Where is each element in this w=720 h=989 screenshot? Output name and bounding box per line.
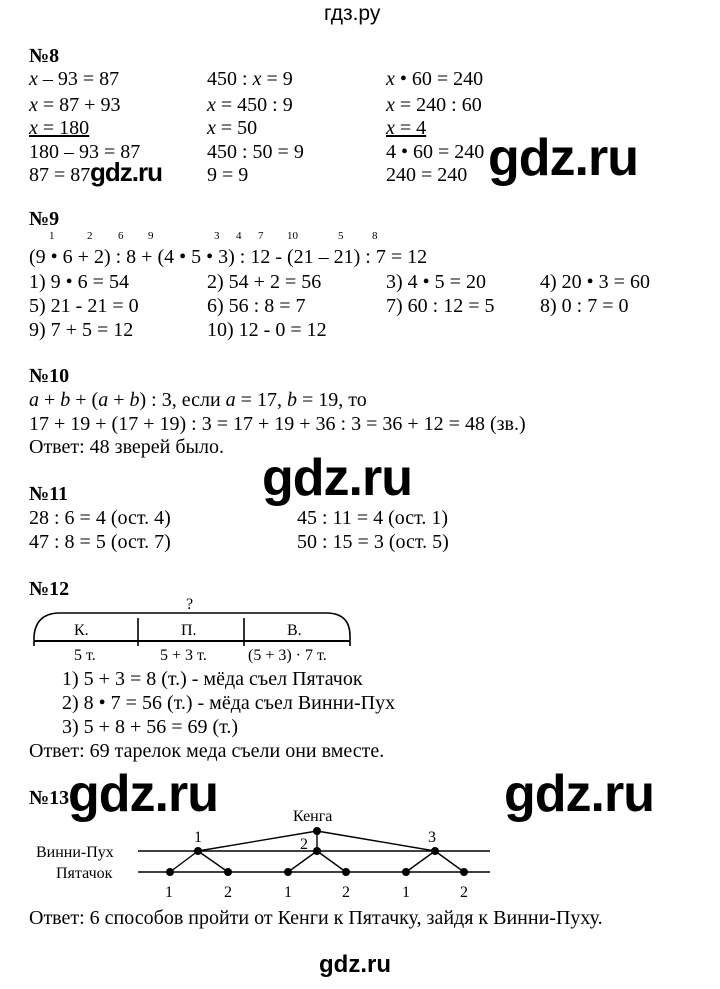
watermark: gdz.ru <box>262 449 412 507</box>
task13-node-label: 1 <box>194 829 202 846</box>
task13-bottom-label: 2 <box>224 884 232 901</box>
order-number: 9 <box>148 230 154 242</box>
task8-col3-line: x = 240 : 60 <box>386 94 482 116</box>
task10-title: №10 <box>29 365 70 387</box>
task11-item: 45 : 11 = 4 (ост. 1) <box>297 507 449 529</box>
watermark: gdz.ru <box>504 765 654 823</box>
task8-col3-line: 4 • 60 = 240 <box>386 141 485 163</box>
footer-site: gdz.ru <box>319 951 391 978</box>
watermark: gdz.ru <box>90 157 162 187</box>
task9-step: 9) 7 + 5 = 12 <box>29 319 134 341</box>
task8-col2-line: x = 450 : 9 <box>207 94 293 116</box>
task11-item: 50 : 15 = 3 (ост. 5) <box>297 531 449 553</box>
task12-value: 5 т. <box>74 647 96 664</box>
task13-bottom-label: 2 <box>460 884 468 901</box>
task8-col2-line: 9 = 9 <box>207 164 249 186</box>
order-number: 7 <box>258 230 264 242</box>
order-number: 5 <box>338 230 344 242</box>
order-number: 8 <box>372 230 378 242</box>
task9-step: 3) 4 • 5 = 20 <box>386 271 486 293</box>
task12-segment: В. <box>287 622 302 639</box>
task8-col1-line: x – 93 = 87 <box>29 68 120 90</box>
header-site: гдз.ру <box>324 2 381 25</box>
task13-top-label: Кенга <box>293 808 333 825</box>
task8-col1-line: x = 180 <box>29 117 90 139</box>
task8-title: №8 <box>29 45 60 67</box>
task13-answer: Ответ: 6 способов пройти от Кенги к Пятачку, зайдя к Винни-Пуху. <box>29 907 603 929</box>
watermark: gdz.ru <box>488 129 638 187</box>
task12-value: (5 + 3) · 7 т. <box>248 647 327 664</box>
task12-answer: Ответ: 69 тарелок меда съели они вместе. <box>29 740 385 762</box>
task10-line1: a + b + (a + b) : 3, если a = 17, b = 19, то <box>29 389 367 411</box>
order-number: 1 <box>49 230 55 242</box>
task8-col1-line: x = 87 + 93 <box>29 94 121 116</box>
task12-step: 2) 8 • 7 = 56 (т.) - мёда съел Винни-Пух <box>62 692 396 714</box>
task8-col1-line: 87 = 87 <box>29 164 91 186</box>
task8-col3-line: x = 4 <box>386 117 427 139</box>
task13-row2-label: Пятачок <box>56 865 113 882</box>
task10-line2: 17 + 19 + (17 + 19) : 3 = 17 + 19 + 36 : 3 = 36 + 12 = 48 (зв.) <box>29 413 526 435</box>
task9-expression: (9 • 6 + 2) : 8 + (4 • 5 • 3) : 12 - (21 – 21) : 7 = 12 <box>29 246 428 268</box>
task11-title: №11 <box>29 483 68 505</box>
task8-col2-line: 450 : 50 = 9 <box>207 141 304 163</box>
task12-value: 5 + 3 т. <box>160 647 207 664</box>
task12-segment: П. <box>181 622 197 639</box>
order-number: 10 <box>287 230 298 242</box>
task11-item: 47 : 8 = 5 (ост. 7) <box>29 531 171 553</box>
task9-step: 1) 9 • 6 = 54 <box>29 271 129 293</box>
task9-step: 8) 0 : 7 = 0 <box>540 295 629 317</box>
task11-item: 28 : 6 = 4 (ост. 4) <box>29 507 171 529</box>
task8-col2-line: 450 : x = 9 <box>207 68 293 90</box>
task12-title: №12 <box>29 578 70 600</box>
task12-step: 3) 5 + 8 + 56 = 69 (т.) <box>62 716 239 738</box>
task9-step: 4) 20 • 3 = 60 <box>540 271 650 293</box>
task13-bottom-label: 2 <box>342 884 350 901</box>
order-number: 3 <box>214 230 220 242</box>
task9-step: 5) 21 - 21 = 0 <box>29 295 139 317</box>
task8-col3-line: 240 = 240 <box>386 164 468 186</box>
task13-bottom-label: 1 <box>165 884 173 901</box>
task9-step: 2) 54 + 2 = 56 <box>207 271 322 293</box>
task8-col3-line: x • 60 = 240 <box>386 68 484 90</box>
task13-bottom-label: 1 <box>402 884 410 901</box>
task9-step: 10) 12 - 0 = 12 <box>207 319 327 341</box>
task12-question: ? <box>186 596 194 613</box>
task13-node-label: 3 <box>428 829 436 846</box>
watermark: gdz.ru <box>68 765 218 823</box>
task13-row1-label: Винни-Пух <box>36 844 114 861</box>
task9-step: 6) 56 : 8 = 7 <box>207 295 306 317</box>
task9-title: №9 <box>29 208 60 230</box>
task13-bottom-label: 1 <box>284 884 292 901</box>
task13-node-label: 2 <box>300 836 308 853</box>
task12-step: 1) 5 + 3 = 8 (т.) - мёда съел Пятачок <box>62 668 363 690</box>
task12-segment: К. <box>74 622 89 639</box>
task8-col2-line: x = 50 <box>207 117 258 139</box>
order-number: 4 <box>236 230 242 242</box>
task9-step: 7) 60 : 12 = 5 <box>386 295 495 317</box>
task8-col1-line: 180 – 93 = 87 <box>29 141 141 163</box>
task13-title: №13 <box>29 787 70 809</box>
order-number: 6 <box>118 230 124 242</box>
task10-answer: Ответ: 48 зверей было. <box>29 436 224 458</box>
order-number: 2 <box>87 230 93 242</box>
